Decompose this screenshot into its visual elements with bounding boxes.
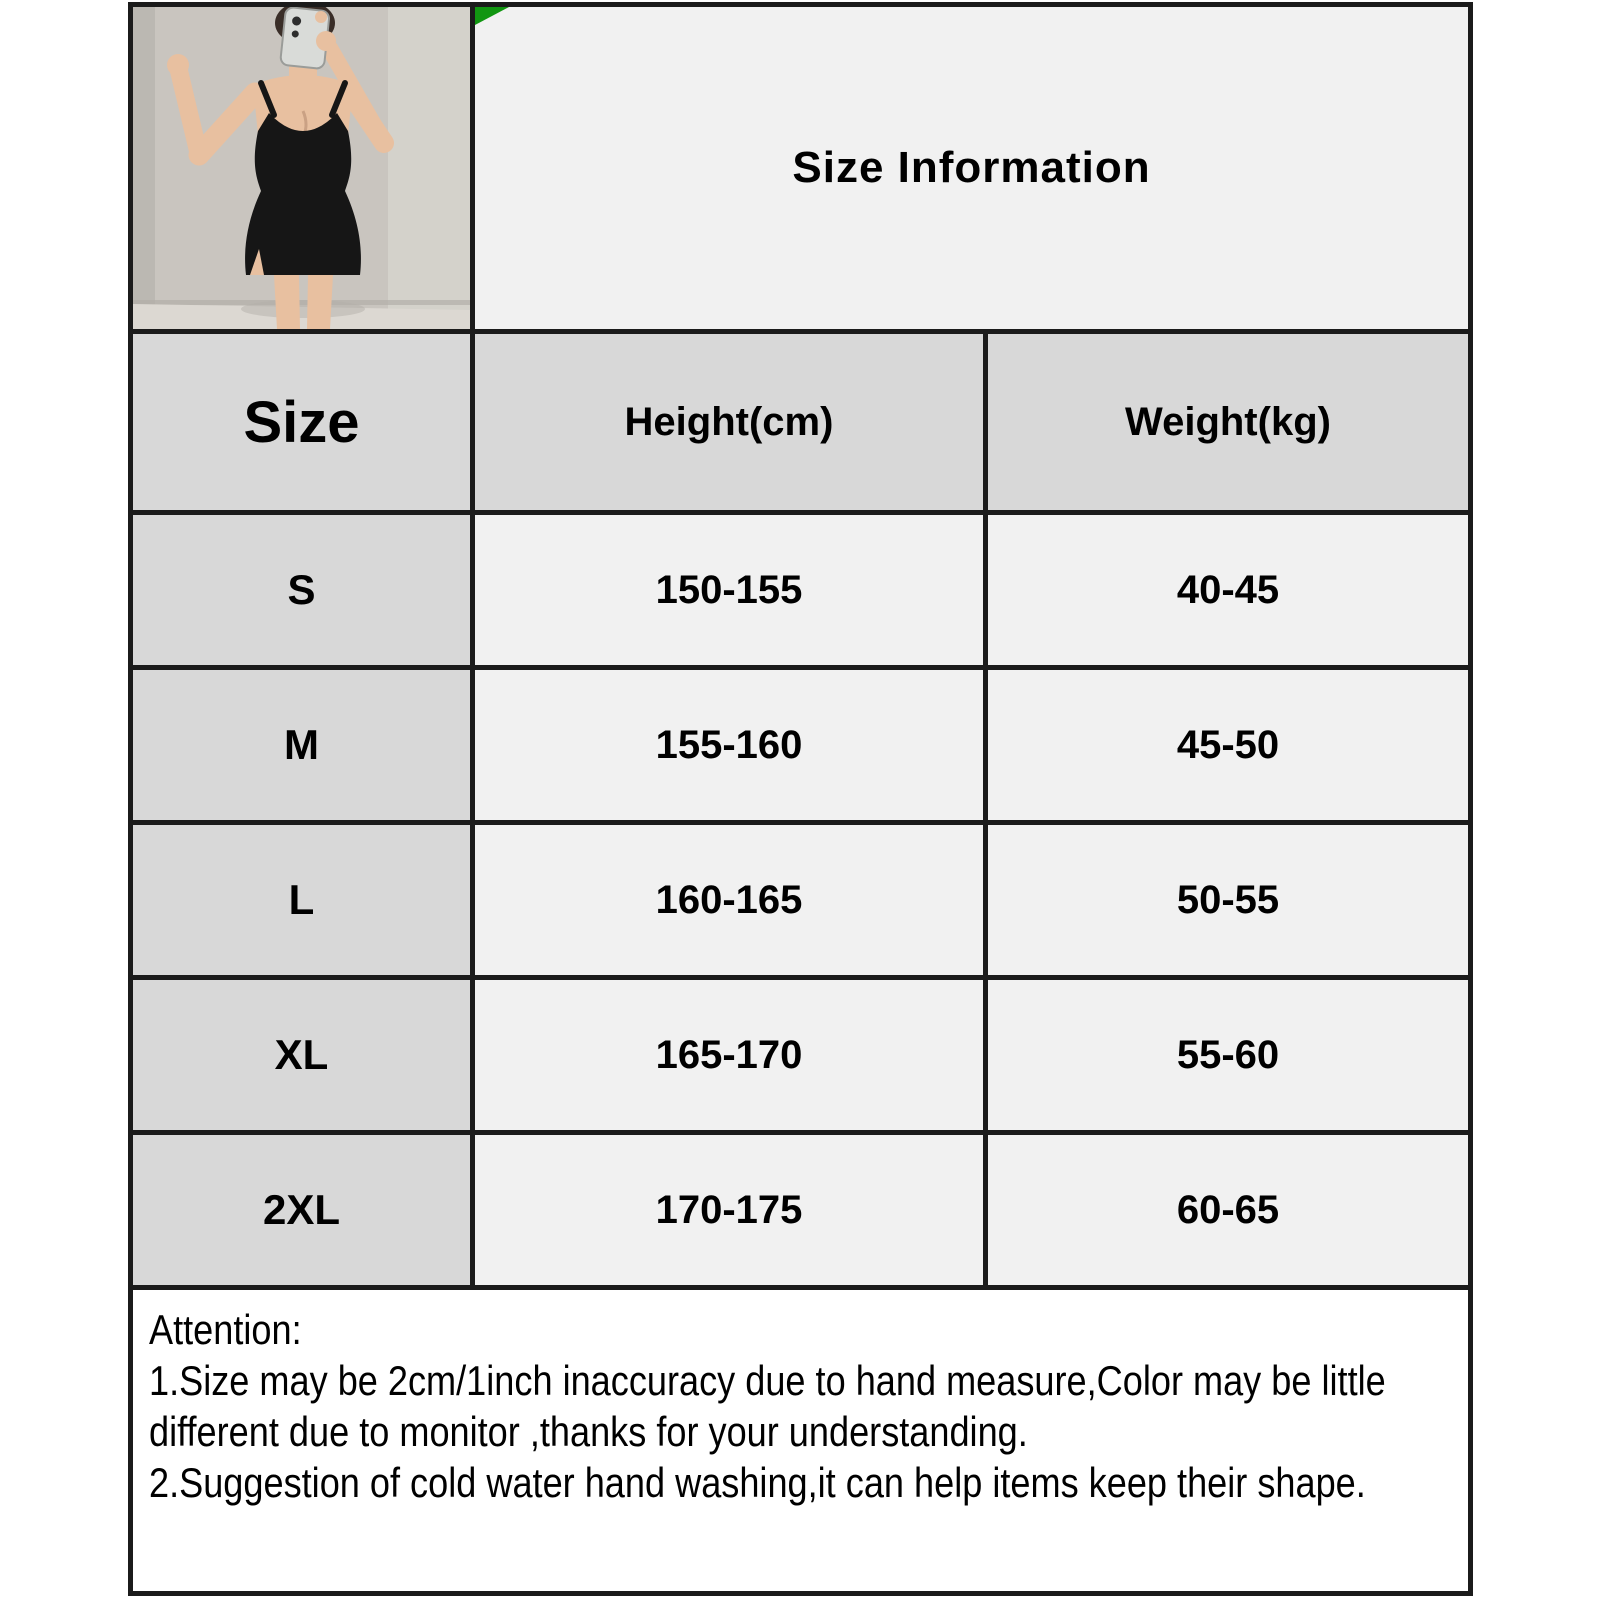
table-row-2xl-height: 170-175: [475, 1135, 983, 1285]
table-row-s-height: 150-155: [475, 515, 983, 665]
page-title: Size Information: [792, 143, 1151, 192]
attention-heading: Attention:: [149, 1306, 302, 1353]
table-row-s-weight: 40-45: [988, 515, 1468, 665]
title-cell: [475, 7, 1468, 329]
table-row-xl-weight: 55-60: [988, 980, 1468, 1130]
table-row-m-size: M: [133, 670, 470, 820]
table-row-2xl-weight: 60-65: [988, 1135, 1468, 1285]
size-chart-sheet: [128, 2, 1473, 1596]
table-row-l-height: 160-165: [475, 825, 983, 975]
table-row-l-weight: 50-55: [988, 825, 1468, 975]
header-weight: Weight(kg): [988, 334, 1468, 510]
table-row-xl-height: 165-170: [475, 980, 983, 1130]
attention-notes: [133, 1290, 1468, 1591]
table-row-s-size: S: [133, 515, 470, 665]
table-row-l-size: L: [133, 825, 470, 975]
table-row-m-weight: 45-50: [988, 670, 1468, 820]
attention-note-1b: different due to monitor ,thanks for your understanding.: [149, 1408, 1028, 1455]
attention-note-1a: 1.Size may be 2cm/1inch inaccuracy due to hand measure,Color may be little: [149, 1357, 1386, 1404]
product-photo: [133, 7, 470, 329]
header-size: Size: [133, 334, 470, 510]
model-photo-illustration: [133, 7, 470, 329]
attention-note-2: 2.Suggestion of cold water hand washing,it can help items keep their shape.: [149, 1459, 1366, 1506]
header-height: Height(cm): [475, 334, 983, 510]
table-row-m-height: 155-160: [475, 670, 983, 820]
green-corner-marker-icon: [475, 7, 509, 25]
table-row-2xl-size: 2XL: [133, 1135, 470, 1285]
table-row-xl-size: XL: [133, 980, 470, 1130]
